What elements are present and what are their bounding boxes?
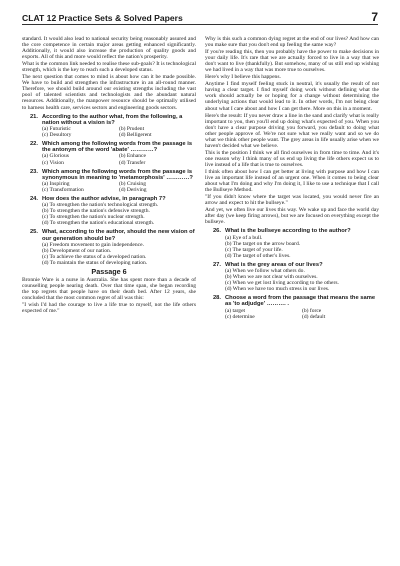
option: (b) Enhance <box>119 153 146 160</box>
question-number: 27. <box>212 261 221 268</box>
question-text: Which among the following words from the passage is the antonym of the word 'abate' …………? <box>42 141 193 154</box>
option: (a) Freedom movement to gain independence. <box>42 241 144 248</box>
question-text: According to the author what, from the following, a nation without a vision is? <box>42 113 183 126</box>
book-title: CLAT 12 Practice Sets & Solved Papers <box>22 13 183 23</box>
option: (c) To achieve the status of a developed nation. <box>42 253 147 260</box>
question-number: 28. <box>212 295 221 302</box>
question-number: 25. <box>29 229 38 236</box>
paragraph: I think often about how I can get better at living with purpose and how I can live an important life instead of an urgent one. When it comes to being clear about what I'm doing and why I'm doing it, I like to use a technique that I call the Bullseye Method. <box>205 168 379 194</box>
options-25 <box>22 242 196 266</box>
option: (d) Deriving <box>119 187 147 194</box>
paragraph: Here's why I believe this happens. <box>205 74 281 81</box>
question-28 <box>205 295 379 307</box>
option: (a) Futuristic <box>42 125 71 132</box>
page-number: 7 <box>371 10 378 24</box>
option: (c) Vision <box>42 159 64 166</box>
paragraph: The next question that comes to mind is about how can it be made possible. We have to build and strengthen the infrastructure in an all-round manner. Therefore, we should build around our existing strengths including the vast pool of talented scientists and technologists and the abundant natural resources. Additionally, the manpower resource should be optimally utilised to harness health care, services sectors and engineering goods sectors. <box>22 74 196 111</box>
option: (d) default <box>302 313 326 320</box>
option: (c) Transformation <box>42 187 84 194</box>
option: (c) When we get lost living according to the others. <box>225 280 339 287</box>
question-number: 21. <box>29 113 38 120</box>
right-column <box>205 36 379 320</box>
option: (a) Inspiring <box>42 180 70 187</box>
paragraph: What is the common link needed to realise these sub-goals? It is technological strength, which is the key to reach such a developed status. <box>22 61 196 74</box>
option: (b) The target on the arrow board. <box>225 240 301 247</box>
option: (b) To strengthen the nation's defensive strength. <box>42 208 150 215</box>
question-21 <box>22 114 196 126</box>
question-text: How does the author advise, in paragraph 7? <box>42 196 166 203</box>
option: (d) To maintain the status of developing nation. <box>42 260 148 266</box>
option: (a) Glorious <box>42 153 69 160</box>
option: (d) To strengthen the nation's educational strength. <box>42 220 155 227</box>
options-28 <box>205 308 379 320</box>
question-23 <box>22 169 196 181</box>
quote-paragraph: "I wish I'd had the courage to live a life true to myself, not the life others expected of me." <box>22 302 196 315</box>
options-22 <box>22 153 196 165</box>
option: (a) To strengthen the nation's technological strength. <box>42 202 159 209</box>
question-number: 26. <box>212 228 221 235</box>
option: (d) Transfer <box>119 159 146 166</box>
option: (b) force <box>302 307 322 314</box>
header-rule <box>22 24 378 25</box>
option: (a) target <box>225 307 246 314</box>
paragraph: Bronnie Ware is a nurse in Australia. She has spent more than a decade of counselling people nearing death. Over that time span, she began recording the top regrets that people have on their death bed. After 12 years, she concluded that the most common regret of all was this: <box>22 277 196 302</box>
question-number: 22. <box>29 141 38 148</box>
paragraph: Why is this such a common dying regret at the end of our lives? And how can you make sure that you don't end up feeling the same way? <box>205 36 379 49</box>
option: (d) The target of other's lives. <box>225 252 291 259</box>
option: (a) When we follow what others do. <box>225 268 305 274</box>
option: (d) Belligerent <box>119 132 152 139</box>
options-26 <box>205 235 379 259</box>
left-column <box>22 36 196 315</box>
question-text: What is the bullseye according to the author? <box>225 228 351 235</box>
paragraph: And yet, we often live our lives this way. We wake up and face the world day after day (we keep firing arrows), but we are focused on everything except the bullseye. <box>205 207 379 226</box>
paragraph: If you're reading this, then you probably have the power to make decisions in your daily life. It's rare that we are actually forced to live in a way that we don't want to live (thankfully). But somehow, many of us still end up wishing we had lived in a way that was more true to ourselves. <box>205 49 379 74</box>
passage-heading: Passage 6 <box>91 267 127 277</box>
paragraph: Anytime I find myself feeling stuck in neutral, it's usually the result of not having a clear target. I find myself doing work without defining what the work should actually be or hoping for a change without determining the underlying actions that would lead to it. In other words, I'm not being clear about what I care about and how I can get there. More on this in a moment. <box>205 81 379 112</box>
option: (a) Eye of a bull. <box>225 234 263 241</box>
options-27 <box>205 268 379 292</box>
option: (b) When we are not clear with ourselves. <box>225 274 318 281</box>
question-text: Choose a word from the passage that means the same as 'to adjudge' ………. . <box>225 295 376 308</box>
options-23 <box>22 181 196 193</box>
question-text: Which among the following words from the passage is synonymous in meaning to 'metamorphosis' …………? <box>42 168 193 181</box>
question-25 <box>22 229 196 241</box>
question-22 <box>22 141 196 153</box>
quote-paragraph: "If you didn't know where the target was located, you would never fire an arrow and expect to hit the bullseye." <box>205 194 379 207</box>
option: (b) Cruising <box>119 180 146 187</box>
option: (c) Desultory <box>42 132 72 139</box>
question-26 <box>205 228 379 234</box>
option: (c) The target of your life. <box>225 246 283 253</box>
option: (c) determine <box>225 313 255 320</box>
option: (d) When we have too much stress in our lives. <box>225 286 330 293</box>
option: (b) Prudent <box>119 125 145 132</box>
question-text: What is the grey areas of our lives? <box>225 261 323 268</box>
question-number: 23. <box>29 168 38 175</box>
page-header <box>22 12 378 28</box>
option: (c) To strengthen the nation's nuclear strength. <box>42 214 145 221</box>
paragraph: This is the position I think we all find ourselves in from time to time. And it's one reason why I think many of us end up living the life others expect us to live instead of a life that is true to ourselves. <box>205 149 379 168</box>
paragraph: standard. It would also lead to national security being reasonably assured and the core competence in certain major areas getting enhanced significantly. Additionally, it would also increase the production of quality goods and exports. All of this and more would reflect the nation's prosperity. <box>22 36 196 61</box>
options-21 <box>22 126 196 138</box>
question-text: What, according to the author, should the new vision of our generation should be? <box>42 229 195 242</box>
paragraph: Here's the result: If you never draw a line in the sand and clarify what is really important to you, then you'll end up doing what's expected of you. When you don't have a clear purpose driving you forward, you default to doing what other people approve of. We're not sure what we really want and so we do what we think other people want. The grey areas in life usually arise when we haven't decided what we believe. <box>205 112 379 149</box>
options-24 <box>22 202 196 226</box>
option: (b) Development of our nation. <box>42 247 112 254</box>
question-number: 24. <box>29 196 38 203</box>
